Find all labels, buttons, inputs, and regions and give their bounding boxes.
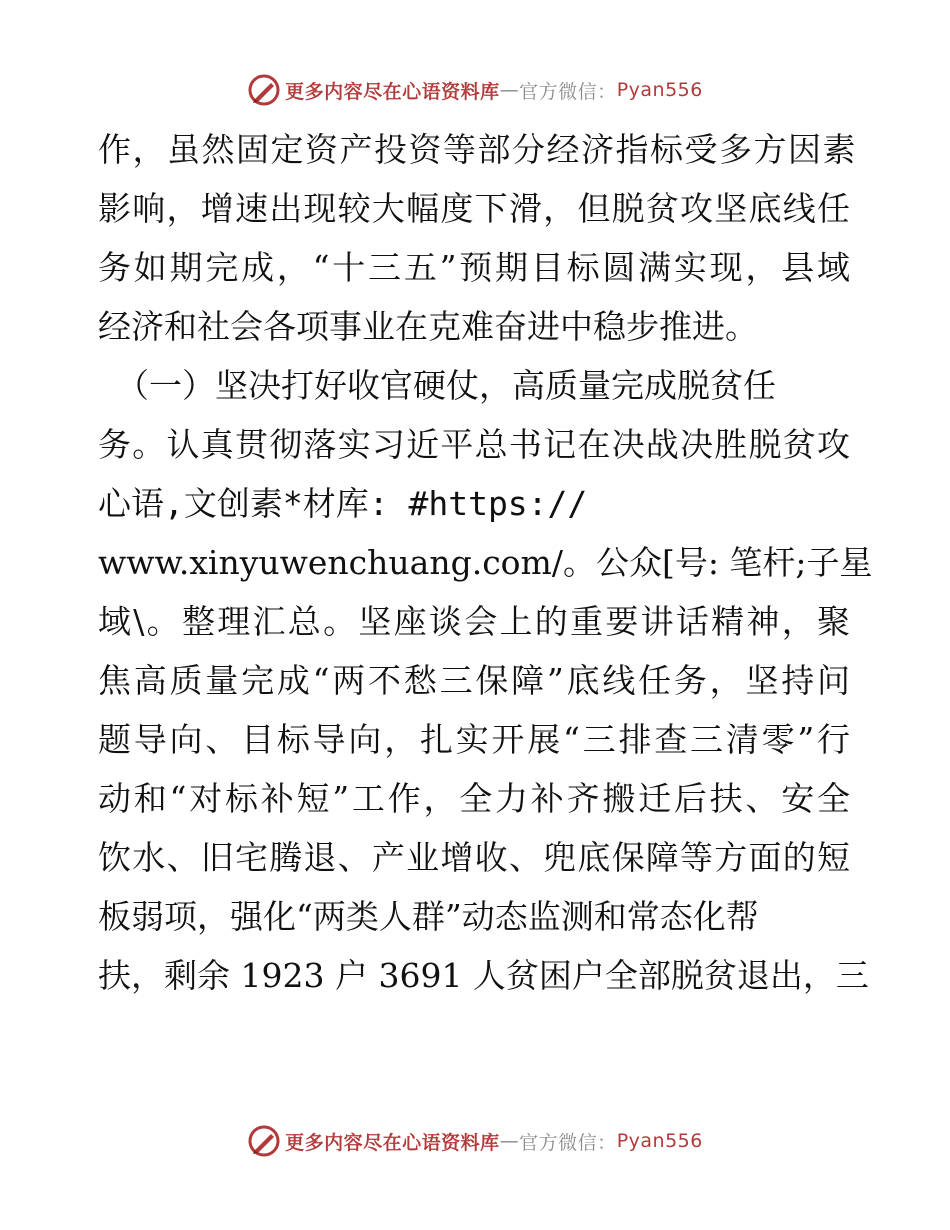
watermark-wechat-id: Pyan556 (616, 79, 703, 101)
watermark-brand: 更多内容尽在心语资料库 (285, 80, 500, 103)
pen-logo-icon (247, 73, 281, 107)
pen-logo-icon (247, 1124, 281, 1158)
body-line: 域\。整理汇总。坚座谈会上的重要讲话精神，聚 (98, 602, 850, 641)
body-line: 动和“对标补短”工作，全力补齐搬迁后扶、安全 (98, 779, 850, 818)
body-line: 务。认真贯彻落实习近平总书记在决战决胜脱贫攻 (98, 425, 850, 464)
body-line: 题导向、目标导向，扎实开展“三排查三清零”行 (98, 720, 850, 759)
watermark-separator: — (499, 79, 520, 101)
watermark-brand: 更多内容尽在心语资料库 (285, 1131, 500, 1154)
body-line: 影响，增速出现较大幅度下滑，但脱贫攻坚底线任 (98, 189, 850, 228)
watermark-contact-label: 官方微信： (519, 1131, 617, 1154)
body-line: 焦高质量完成“两不愁三保障”底线任务，坚持问 (98, 661, 850, 700)
body-line: 扶，剩余 1923 户 3691 人贫困户全部脱贫退出，三 (98, 956, 869, 995)
watermark-contact-label: 官方微信： (519, 80, 617, 103)
document-body (98, 120, 873, 1005)
header-watermark (0, 70, 950, 110)
body-line: 经济和社会各项事业在克难奋进中稳步推进。 (98, 307, 758, 346)
body-line: 饮水、旧宅腾退、产业增收、兜底保障等方面的短 (98, 838, 850, 877)
watermark-separator: — (499, 1130, 520, 1152)
watermark-wechat-id: Pyan556 (616, 1130, 703, 1152)
watermark-inline-url: www.xinyuwenchuang.com/。公众[号: 笔杆;子星 (98, 543, 873, 582)
body-line: 作，虽然固定资产投资等部分经济指标受多方因素 (98, 130, 857, 169)
footer-watermark (0, 1121, 950, 1161)
body-line: 板弱项，强化“两类人群”动态监测和常态化帮 (98, 897, 759, 936)
body-line: 务如期完成，“十三五”预期目标圆满实现，县域 (98, 248, 850, 287)
section-heading: （一）坚决打好收官硬仗，高质量完成脱贫任 (116, 366, 776, 405)
watermark-inline-text: 心语,文创素*材库: #https:// (98, 484, 588, 523)
